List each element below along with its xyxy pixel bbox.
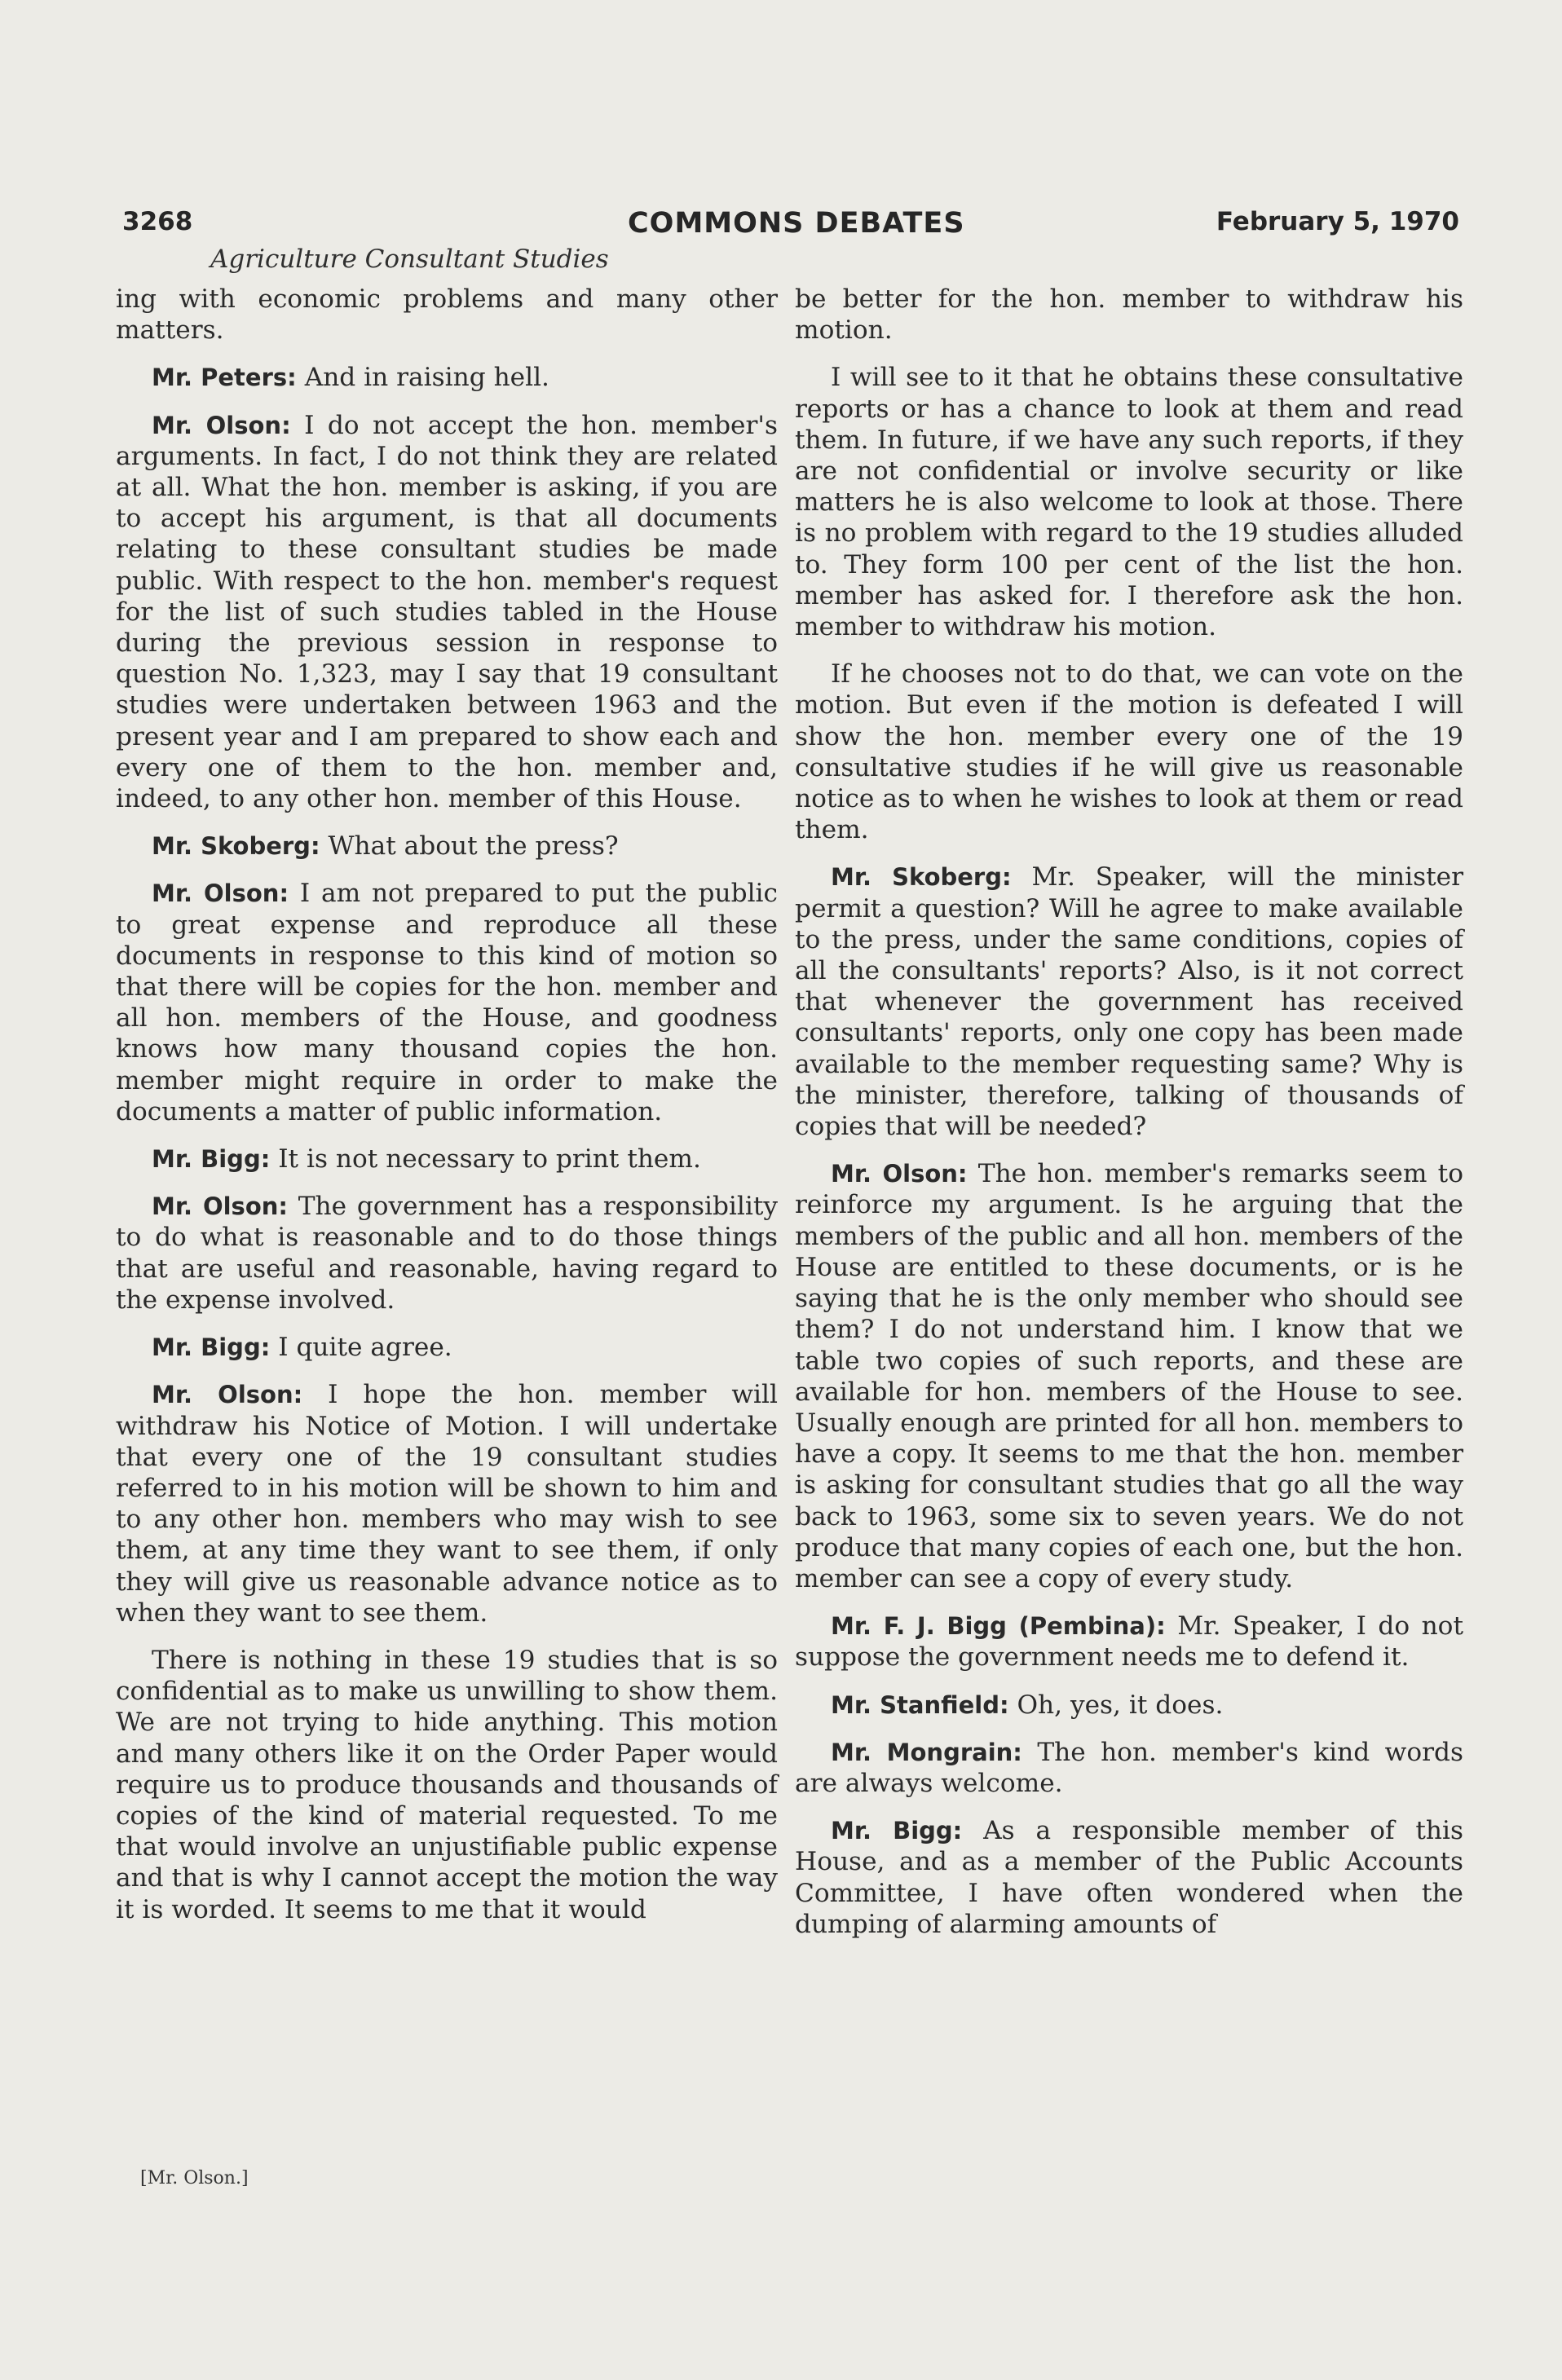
paragraph-text: Mr. Speaker, I do not suppose the government needs me to defend it. (795, 1611, 1463, 1673)
right-column (795, 284, 1463, 1956)
paragraph-text: The hon. member's remarks seem to reinforce my argument. Is he arguing that the members of the public and all hon. members of the House are entitled to these documents, or is he saying that he is the only member who should see them? I do not understand him. I know that we table two copies of such reports, and these are available for hon. members of the House to see. Usually enough are printed for all hon. members to have a copy. It seems to me that the hon. member is asking for consultant studies that go all the way back to 1963, some six to seven years. We do not produce that many copies of each one, but the hon. member can see a copy of every study. (795, 1159, 1463, 1593)
paragraph-text: It is not necessary to print them. (278, 1144, 701, 1175)
paragraph-text: I do not accept the hon. member's arguments. In fact, I do not think they are related at all. What the hon. member is asking, if you are to accept his argument, is that all documents relating to these consultant studies be made public. With respect to the hon. member's request for the list of such studies tabled in the House during the previous session in response to question No. 1,323, may I say that 19 consultant studies were undertaken between 1963 and the present year and I am prepared to show each and every one of them to the hon. member and, indeed, to any other hon. member of this House. (116, 410, 778, 814)
paragraph (795, 284, 1463, 346)
speaker-name: Mr. Peters: (152, 364, 297, 392)
speaker-name: Mr. Olson: (831, 1160, 968, 1188)
paragraph-text: I quite agree. (278, 1333, 452, 1363)
page-date: February 5, 1970 (1216, 207, 1459, 236)
speaker-name: Mr. Skoberg: (152, 832, 320, 861)
speaker-name: Mr. Bigg: (152, 1333, 271, 1362)
page-number: 3268 (122, 207, 193, 236)
paragraph-text: I am not prepared to put the public to great expense and reproduce all these documents in response to this kind of motion so that there will be copies for the hon. member and all hon. members of the House, and goodness knows how many thousand copies the hon. member might require in order to make the documents a matter of public information. (116, 879, 778, 1126)
paragraph-text: There is nothing in these 19 studies that is so confidential as to make us unwilling to show them. We are not trying to hide anything. This motion and many others like it on the Order Paper would require us to produce thousands and thousands of copies of the kind of material requested. To me that would involve an unjustifiable public expense and that is why I cannot accept the motion the way it is worded. It seems to me that it would (116, 1645, 778, 1924)
paragraph-text: Oh, yes, it does. (1017, 1690, 1224, 1720)
paragraph (795, 1815, 1463, 1940)
paragraph (116, 362, 778, 393)
paragraph-text: As a responsible member of this House, and as a member of the Public Accounts Committee, I have often wondered when the dumping of alarming amounts of (795, 1816, 1463, 1939)
paragraph-text: And in raising hell. (304, 363, 549, 393)
speaker-name: Mr. Bigg: (831, 1817, 963, 1845)
paragraph-text: What about the press? (328, 831, 619, 862)
paragraph-text: I will see to it that he obtains these consultative reports or has a chance to look at them and read them. In future, if we have any such reports, if they are not confidential or involve security or like matters he is also welcome to look at those. There is no problem with regard to the 19 studies alluded to. They form 100 per cent of the list the hon. member has asked for. I therefore ask the hon. member to withdraw his motion. (795, 363, 1463, 642)
speaker-name: Mr. Olson: (152, 1192, 288, 1221)
paragraph (116, 1144, 778, 1175)
paragraph-text: be better for the hon. member to withdraw his motion. (795, 284, 1463, 346)
speaker-name: Mr. Mongrain: (831, 1738, 1022, 1766)
speaker-name: Mr. Olson: (152, 1381, 303, 1409)
speaker-name: Mr. Stanfield: (831, 1690, 1009, 1719)
paragraph (116, 831, 778, 862)
paragraph (795, 362, 1463, 642)
speaker-name: Mr. Olson: (152, 411, 291, 439)
paragraph-text: Mr. Speaker, will the minister permit a question? Will he agree to make available to the press, under the same conditions, copies of all the consultants' reports? Also, is it not correct that whenever the government has received consultants' reports, only one copy has been made available to the member requesting same? Why is the minister, therefore, talking of thousands of copies that will be needed? (795, 862, 1463, 1142)
paragraph (795, 1611, 1463, 1673)
paragraph (116, 878, 778, 1127)
speaker-name: Mr. Olson: (152, 879, 289, 908)
paragraph (116, 1332, 778, 1363)
paragraph-text: If he chooses not to do that, we can vote on the motion. But even if the motion is defeated I will show the hon. member every one of the 19 consultative studies if he will give us reasonable notice as to when he wishes to look at them or read them. (795, 659, 1463, 845)
paragraph (116, 1379, 778, 1629)
paragraph (116, 410, 778, 815)
speaker-name: Mr. F. J. Bigg (Pembina): (831, 1612, 1166, 1641)
speaker-name: Mr. Skoberg: (831, 863, 1012, 892)
paragraph (116, 1191, 778, 1316)
paragraph (795, 1737, 1463, 1799)
paragraph (116, 1645, 778, 1925)
paragraph (795, 1158, 1463, 1594)
paragraph-text: The government has a responsibility to do what is reasonable and to do those things that are useful and reasonable, having regard to the expense involved. (116, 1192, 778, 1315)
paragraph (795, 862, 1463, 1142)
paragraph (116, 284, 778, 346)
subject-heading: Agriculture Consultant Studies (210, 245, 609, 274)
paragraph-text: I hope the hon. member will withdraw his Notice of Motion. I will undertake that every one of the 19 consultant studies referred to in his motion will be shown to him and to any other hon. members who may wish to see them, at any time they want to see them, if only they will give us reasonable advance notice as to when they want to see them. (116, 1380, 778, 1628)
paragraph-text: The hon. member's kind words are always welcome. (795, 1737, 1463, 1798)
publication-title: COMMONS DEBATES (628, 207, 965, 240)
paragraph-text: ing with economic problems and many other matters. (116, 284, 778, 346)
paragraph (795, 1690, 1463, 1721)
paragraph (795, 659, 1463, 845)
speaker-name: Mr. Bigg: (152, 1145, 271, 1174)
left-column (116, 284, 778, 1941)
footer-speaker-note: [Mr. Olson.] (140, 2168, 249, 2188)
